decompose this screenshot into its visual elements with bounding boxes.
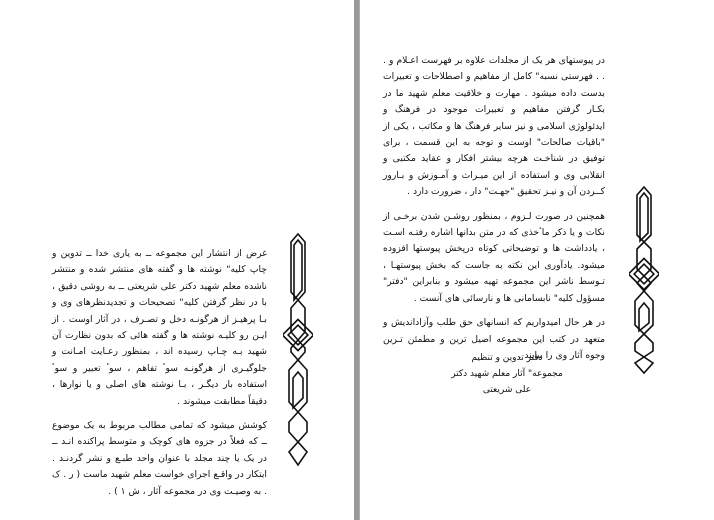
right-paragraph-3: در هر حال امیدواریم که انسانهای حق طلب وآزاداندیش و متعهد در کتب این مجموعه اصیل ترین و مطمئن تـرین وجوه آثار وی را بیابند . — [383, 317, 605, 361]
left-paragraph-1: غرض از انتشار این مجموعه ــ به یاری خدا ــ تدوین و چاپ کلیه" نوشته ها و گفته های منتشر شده و منتشر ناشده معلم شهید دکتر علی شریعتی ــ به روشی دقیق ، با در نظر گرفتن کلیه" تصحیحات و تجدیدنظرهای وی و بـا پرهیـز از هرگونـه دخل و تصـرف ، در آثار اوست . از ایـن رو کلیـه نوشته ها و گفته هائی که بدون نظارت آن شهید بـه چـاپ رسیده اند ، بمنظور رعـایت امـانت و جلوگیـری از هرگونـه سوٴ تفاهم ، سوٴ تعبیر و سوٴ استفاده بار دیگـر ، بـا نوشته های اصلی و یا نوارها ، دقیقاً مطابقت میشوند . — [52, 248, 267, 407]
signature-block — [442, 350, 572, 398]
knot-ornament-icon — [283, 232, 313, 467]
signature-line-collection: مجموعه" آثار معلم شهید دکتر علی شریعتی — [451, 369, 563, 395]
left-paragraph-2: کوشش میشود که تمامی مطالب مربوط به یک موضوع ــ که فعلاً در جزوه های کوچک و متوسط پراکنده انـد ــ در یک یا چند مجلد با عنوان واحد طبـع و نشر گردنـد . ابتکار در واقـع اجرای خواست معلم شهید ماست ( ر . ک . به وصیـت وی در مجموعه آثار ، ش ۱ ) . — [52, 420, 267, 497]
left-page — [0, 0, 354, 520]
left-page-text — [52, 246, 267, 500]
right-paragraph-1: در پیوستهای هر یک از مجلدات علاوه بر فهرست اعـلام و . . . فهرستی نسبه" کامل از مفاهیم و اصطلاحات و تعبیرات بدست داده میشود . مهارت و خلاقیت معلم شهید ما در بکـار گرفتن مفاهیم و تعبیرات موجود در فرهنگ و ایدئولوژی اسلامی و نیز سایر فرهنگ ها و مکاتب ، یکی از "باقیات صالحات" اوست و توجه به این قسمت ، برای توفیق در شناخـت هرچه بیشتر افکار و عقاید مکتبی و انقلابی وی و استفاده از این میـراث و آمـوزش و بـارور کــردن آن و نیـز تحقیق "جهـت" دار ، ضرورت دارد . — [383, 55, 605, 198]
knot-ornament-icon — [629, 185, 659, 375]
signature-line-office: دفتر تدوین و تنظیم — [471, 353, 543, 363]
right-page — [360, 0, 714, 520]
right-paragraph-2: همچنین در صورت لـزوم ، بمنظور روشـن شدن برخـی از نکات و یا ذکر ماٴخذی که در متن بدانها اشاره رفتـه اسـت ، یادداشت ها و توضیحاتی کوتاه درپخش پیوستها افزوده میشود. یادآوری این نکته به جاست که بخش پیوستهـا ، تـوسط ناشر این مجموعه تهیه میشود و بنابراین "دفتر" مسؤول کلیه" نابسامانی ها و نارسائی های آنست . — [383, 210, 605, 304]
right-page-text — [383, 53, 605, 364]
